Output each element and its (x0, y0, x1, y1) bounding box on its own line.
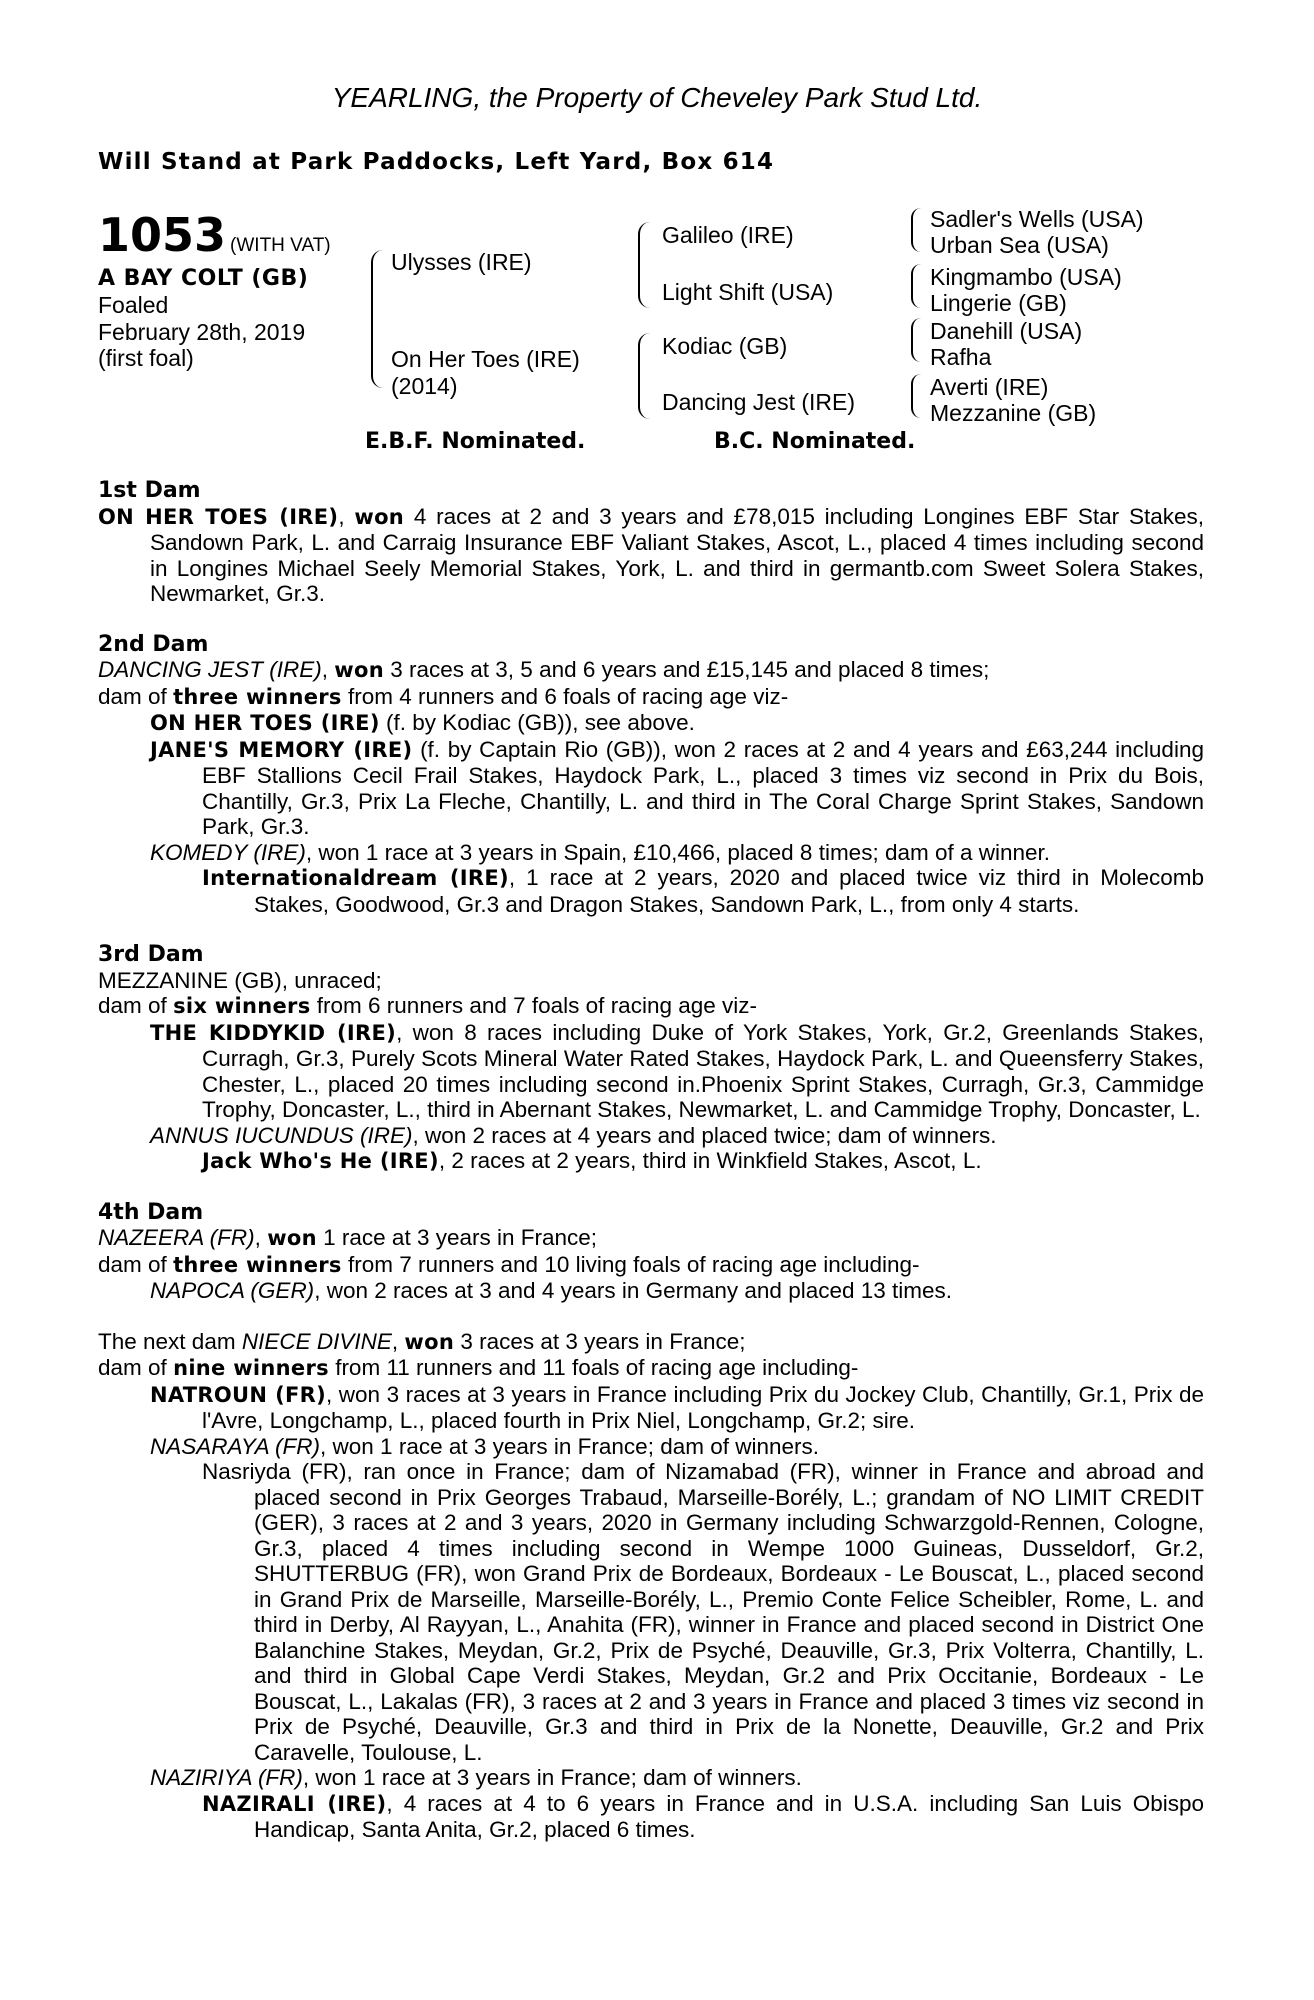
next-dam-produce: dam of nine winners from 11 runners and 11 foals of racing age including- (98, 1355, 859, 1380)
produce-komedy: KOMEDY (IRE), won 1 race at 3 years in Spain, £10,466, placed 8 times; dam of a winner. (150, 839, 1051, 865)
pedigree-brace-3b (911, 264, 921, 308)
horse-name: A BAY COLT (GB) (98, 266, 309, 291)
fourth-dam-section (98, 1200, 1204, 1304)
foal-note: (first foal) (98, 345, 194, 371)
ancestor-2: Urban Sea (USA) (930, 232, 1109, 258)
pedigree-brace-1 (371, 250, 383, 388)
ancestor-5: Danehill (USA) (930, 318, 1083, 344)
first-dam-heading: 1st Dam (98, 478, 201, 503)
sire: Ulysses (IRE) (391, 249, 532, 275)
third-dam-produce: dam of six winners from 6 runners and 7 foals of racing age viz- (98, 993, 758, 1018)
pedigree-brace-3c (911, 318, 921, 362)
ancestor-1: Sadler's Wells (USA) (930, 206, 1144, 232)
second-dam-heading: 2nd Dam (98, 631, 209, 657)
bc-nominated: B.C. Nominated. (714, 429, 916, 454)
ancestor-6: Rafha (930, 344, 992, 370)
ancestor-8: Mezzanine (GB) (930, 400, 1097, 426)
produce-nazirali: NAZIRALI (IRE), 4 races at 4 to 6 years in France and in U.S.A. including San Luis Obispo Handicap, Santa Anita, Gr.2, placed 6 times. (202, 1790, 1204, 1842)
produce-on-her-toes: ON HER TOES (IRE) (f. by Kodiac (GB)), see above. (150, 710, 695, 735)
second-dam-produce: dam of three winners from 4 runners and 6 foals of racing age viz- (98, 683, 789, 709)
ancestor-7: Averti (IRE) (930, 374, 1049, 400)
fourth-dam-entry: NAZEERA (FR), won 1 race at 3 years in France; (98, 1225, 598, 1250)
stand-location: Will Stand at Park Paddocks, Left Yard, Box 614 (98, 149, 775, 175)
produce-internationaldream: Internationaldream (IRE), 1 race at 2 years, 2020 and placed twice viz third in Molecomb Stakes, Goodwood, Gr.3 and Dragon Stakes, Sandown Park, L., from only 4 starts. (202, 865, 1204, 917)
produce-annus-iucundus: ANNUS IUCUNDUS (IRE), won 2 races at 4 years and placed twice; dam of winners. (150, 1122, 997, 1148)
second-dam-entry: DANCING JEST (IRE), won 3 races at 3, 5 and 6 years and £15,145 and placed 8 times; (98, 657, 990, 682)
produce-nasaraya: NASARAYA (FR), won 1 race at 3 years in France; dam of winners. (150, 1433, 820, 1459)
fourth-dam-produce: dam of three winners from 7 runners and 10 living foals of racing age including- (98, 1251, 920, 1277)
first-dam-entry: ON HER TOES (IRE), won 4 races at 2 and 3 years and £78,015 including Longines EBF Star Stakes, Sandown Park, L. and Carraig Insurance EBF Valiant Stakes, Ascot, L., placed 4 times including second in Longines Michael Seely Memorial Stakes, York, L. and third in germantb.com Sweet Solera Stakes, Newmarket, Gr.3. (98, 503, 1204, 606)
produce-the-kiddykid: THE KIDDYKID (IRE), won 8 races including Duke of York Stakes, York, Gr.2, Greenlands Stakes, Curragh, Gr.3, Purely Scots Mineral Water Rated Stakes, Haydock Park, L. and Queensferry Stakes, Chester, L., placed 20 times including second in.Phoenix Sprint Stakes, Curragh, Gr.3, Cammidge Trophy, Doncaster, L., third in Abernant Stakes, Newmarket, L. and Cammidge Trophy, Doncaster, L. (150, 1019, 1204, 1122)
dam-sire: Kodiac (GB) (662, 333, 788, 359)
pedigree-brace-2a (638, 222, 650, 308)
ancestor-4: Lingerie (GB) (930, 290, 1067, 316)
ancestor-3: Kingmambo (USA) (930, 264, 1122, 290)
dam: On Her Toes (IRE) (391, 346, 580, 372)
produce-nasriyda: Nasriyda (FR), ran once in France; dam of Nizamabad (FR), winner in France and abroad and placed second in Prix Georges Trabaud, Marseille-Borély, L.; grandam of NO LIMIT CREDIT (GER), 3 races at 2 and 3 years, 2020 in Germany including Schwarzgold-Rennen, Cologne, Gr.3, placed 4 times including second in Wempe 1000 Guineas, Dusseldorf, Gr.2, SHUTTERBUG (FR), won Grand Prix de Bordeaux, Bordeaux - Le Bouscat, L., placed second in Grand Prix de Marseille, Marseille-Borély, L., Premio Conte Felice Scheibler, Rome, L. and third in Derby, Al Rayyan, L., Anahita (FR), winner in France and placed second in District One Balanchine Stakes, Meydan, Gr.2, Prix de Psyché, Deauville, Gr.3, Prix Volterra, Chantilly, L. and third in Global Cape Verdi Stakes, Meydan, Gr.2 and Prix Occitanie, Bordeaux - Le Bouscat, L., Lakalas (FR), 3 races at 2 and 3 years in France and placed 3 times viz second in Prix de Psyché, Deauville, Gr.3 and third in Prix de la Nonette, Deauville, Gr.2 and Prix Caravelle, Toulouse, L. (202, 1459, 1204, 1765)
ebf-nominated: E.B.F. Nominated. (365, 429, 586, 454)
next-dam-section (98, 1329, 1204, 1843)
lot-number-block (98, 208, 331, 262)
produce-naziriya: NAZIRIYA (FR), won 1 race at 3 years in France; dam of winners. (150, 1765, 802, 1790)
second-dam-section (98, 632, 1204, 918)
third-dam-section (98, 942, 1204, 1175)
produce-janes-memory: JANE'S MEMORY (IRE) (f. by Captain Rio (GB)), won 2 races at 2 and 4 years and £63,244 including EBF Stallions Cecil Frail Stakes, Haydock Park, L., placed 3 times viz second in Prix du Bois, Chantilly, Gr.3, Prix La Fleche, Chantilly, L. and third in The Coral Charge Sprint Stakes, Sandown Park, Gr.3. (150, 736, 1204, 839)
vat-note: (WITH VAT) (230, 235, 331, 256)
dam-year: (2014) (391, 373, 458, 399)
pedigree-brace-3a (911, 208, 921, 252)
foaled-label: Foaled (98, 292, 169, 318)
next-dam-entry: The next dam NIECE DIVINE, won 3 races at 3 years in France; (98, 1328, 746, 1354)
third-dam-heading: 3rd Dam (98, 942, 204, 967)
pedigree-brace-2b (638, 333, 650, 419)
lot-number: 1053 (98, 208, 227, 262)
third-dam-entry: MEZZANINE (GB), unraced; (98, 967, 382, 993)
produce-natroun: NATROUN (FR), won 3 races at 3 years in France including Prix du Jockey Club, Chantilly, Gr.1, Prix de l'Avre, Longchamp, L., placed fourth in Prix Niel, Longchamp, Gr.2; sire. (150, 1381, 1204, 1433)
sire-dam: Light Shift (USA) (662, 279, 834, 305)
dam-dam: Dancing Jest (IRE) (662, 389, 856, 415)
sire-sire: Galileo (IRE) (662, 222, 794, 248)
fourth-dam-heading: 4th Dam (98, 1199, 204, 1225)
first-dam-section (98, 478, 1204, 607)
produce-jack-whos-he: Jack Who's He (IRE), 2 races at 2 years, third in Winkfield Stakes, Ascot, L. (202, 1148, 982, 1173)
produce-napoca: NAPOCA (GER), won 2 races at 3 and 4 years in Germany and placed 13 times. (150, 1278, 953, 1303)
pedigree-brace-3d (911, 374, 921, 418)
foaled-date: February 28th, 2019 (98, 319, 306, 345)
catalogue-body (98, 478, 1204, 1843)
page-title: YEARLING, the Property of Cheveley Park Stud Ltd. (331, 82, 983, 113)
